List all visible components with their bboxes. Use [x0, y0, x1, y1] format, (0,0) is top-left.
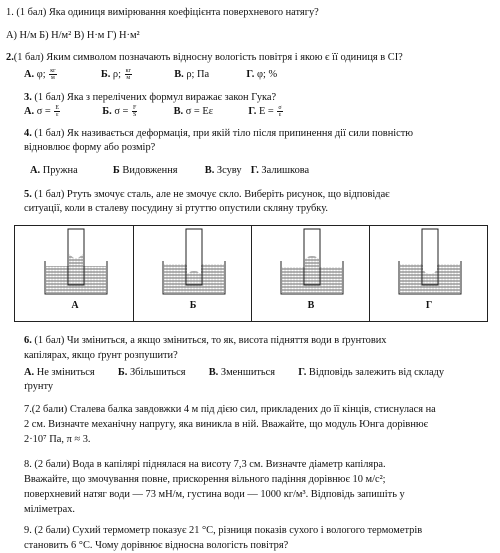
q3-number: 3.: [24, 92, 32, 103]
q5-line2: ситуації, коли в сталеву посудину зі ртуттю опустили скляну трубку.: [24, 203, 328, 214]
q2-opt-c-letter: В.: [174, 69, 184, 80]
q4-question: (1 бал) Як називається деформація, при якій тіло після припинення дії сили повністю: [34, 128, 414, 139]
q6-opt-a-letter: А.: [24, 367, 35, 378]
figure-c: [281, 229, 343, 294]
q5-line1: [24, 188, 390, 202]
q8-line4: міліметрах.: [24, 504, 75, 515]
q4-opt-b-letter: Б: [112, 165, 120, 176]
figure-drawing: [15, 226, 487, 321]
q6-opt-c-letter: В.: [208, 367, 219, 378]
q1-options: А) Н/м Б) Н/м² В) Н·м Г) Н·м²: [6, 30, 140, 41]
q7-line1: 7.(2 бали) Сталева балка завдовжки 4 м під дією сил, прикладених до її кінців, стиснулася на: [24, 404, 436, 415]
q2-opt-d-letter: Г.: [246, 69, 255, 80]
q9-line1: 9. (2 бали) Сухий термометр показує 21 °С, різниця показів сухого і вологого термометрів: [24, 525, 423, 536]
figure-label-b: Б: [189, 300, 197, 311]
q3-question: (1 бал) Яка з перелічених формул виражає закон Гука?: [34, 92, 277, 103]
q3-opt-c: σ = Eε: [185, 106, 214, 117]
q2-opt-b-letter: Б.: [100, 69, 111, 80]
q3-opt-d-letter: Г.: [248, 106, 257, 117]
q4-line2: відновлює форму або розмір?: [24, 142, 156, 153]
q2-opt-a-letter: А.: [24, 69, 35, 80]
q2-opt-b-fraction: $\frac{кг}{м}$: [125, 68, 131, 82]
q4-opt-a-letter: А.: [30, 165, 41, 176]
q1-text: 1. (1 бал) Яка одиниця вимірювання коефіцієнта поверхневого натягу?: [6, 7, 319, 18]
q8-line1: 8. (2 бали) Вода в капілярі піднялася на висоту 7,3 см. Визначте діаметр капіляра.: [24, 459, 386, 470]
q7-line3: 2·10⁷ Па, π ≈ 3.: [24, 434, 91, 445]
q6-opt-d: Відповідь залежить від складу: [308, 367, 445, 378]
q4-line1: [24, 127, 413, 141]
q3-opt-a-fraction: $\frac{E}{\varepsilon}$: [55, 105, 60, 119]
q4-opt-d: Залишкова: [261, 165, 310, 176]
q3-opt-a: σ =: [36, 106, 51, 117]
q2-opt-a-fraction: $\frac{кг}{м}$: [50, 68, 56, 82]
q3-opt-b-fraction: $\frac{F}{S}$: [133, 105, 137, 119]
figure-b: [163, 229, 225, 294]
q3-opt-b: σ =: [114, 106, 129, 117]
q2-opt-a: φ;: [36, 69, 46, 80]
q4-opt-d-letter: Г.: [250, 165, 259, 176]
q2-options: [24, 68, 277, 82]
q2-text: [6, 51, 403, 65]
q3-opt-b-letter: Б.: [102, 106, 112, 117]
q2-opt-d: φ; %: [257, 69, 278, 80]
q6-opt-a: Не зміниться: [36, 367, 95, 378]
figure-label-d: Г: [425, 300, 433, 311]
q8-line3: поверхневий натяг води — 73 мН/м, густина води — 1000 кг/м³. Відповідь запишіть у: [24, 489, 405, 500]
q2-question: (1 бал) Яким символом позначають відносну вологість повітря і якою є її одиниця в СІ?: [13, 52, 403, 63]
q4-number: 4.: [24, 128, 32, 139]
q6-question: (1 бал) Чи зміниться, а якщо зміниться, то як, висота підняття води в ґрунтових: [34, 335, 387, 346]
q4-opt-a: Пружна: [42, 165, 78, 176]
q6-line2: капілярах, якщо ґрунт розпушити?: [24, 350, 178, 361]
figure-label-a: А: [71, 300, 79, 311]
q4-opt-b: Видовження: [122, 165, 178, 176]
q3-text: [24, 91, 276, 105]
q2-opt-c: ρ; Па: [186, 69, 210, 80]
mercury-figure: [14, 225, 488, 322]
q6-number: 6.: [24, 335, 32, 346]
q7-line2: 2 см. Визначте механічну напругу, яка виникла в ній. Вважайте, що модуль Юнга дорівнює: [24, 419, 429, 430]
figure-label-c: В: [307, 300, 315, 311]
q6-opt-d-letter: Г.: [298, 367, 307, 378]
q6-opt-d-continued: ґрунту: [24, 381, 54, 392]
q2-opt-b: ρ;: [112, 69, 121, 80]
q9-line2: становить 6 °С. Чому дорівнює відносна вологість повітря?: [24, 540, 289, 551]
q6-opt-c: Зменшиться: [220, 367, 276, 378]
q5-number: 5.: [24, 189, 32, 200]
q6-opt-b-letter: Б.: [117, 367, 128, 378]
figure-d: [399, 229, 461, 294]
q3-options: [24, 105, 284, 119]
q6-options: [24, 366, 444, 380]
q6-opt-b: Збільшиться: [129, 367, 186, 378]
q4-options: [30, 164, 309, 178]
q3-opt-d: E =: [258, 106, 274, 117]
figure-a: [45, 229, 107, 294]
q3-opt-c-letter: В.: [173, 106, 184, 117]
q3-opt-d-fraction: $\frac{\sigma}{\varepsilon}$: [278, 105, 282, 119]
q2-number: 2.: [6, 52, 14, 63]
q5-question: (1 бал) Ртуть змочує сталь, але не змочує скло. Виберіть рисунок, що відповідає: [34, 189, 390, 200]
q3-opt-a-letter: А.: [24, 106, 35, 117]
q8-line2: Вважайте, що змочування повне, прискорення вільного падіння дорівнює 10 м/с²;: [24, 474, 386, 485]
q4-opt-c-letter: В.: [204, 165, 215, 176]
q4-opt-c: Зсуву: [216, 165, 242, 176]
q6-line1: [24, 334, 386, 348]
